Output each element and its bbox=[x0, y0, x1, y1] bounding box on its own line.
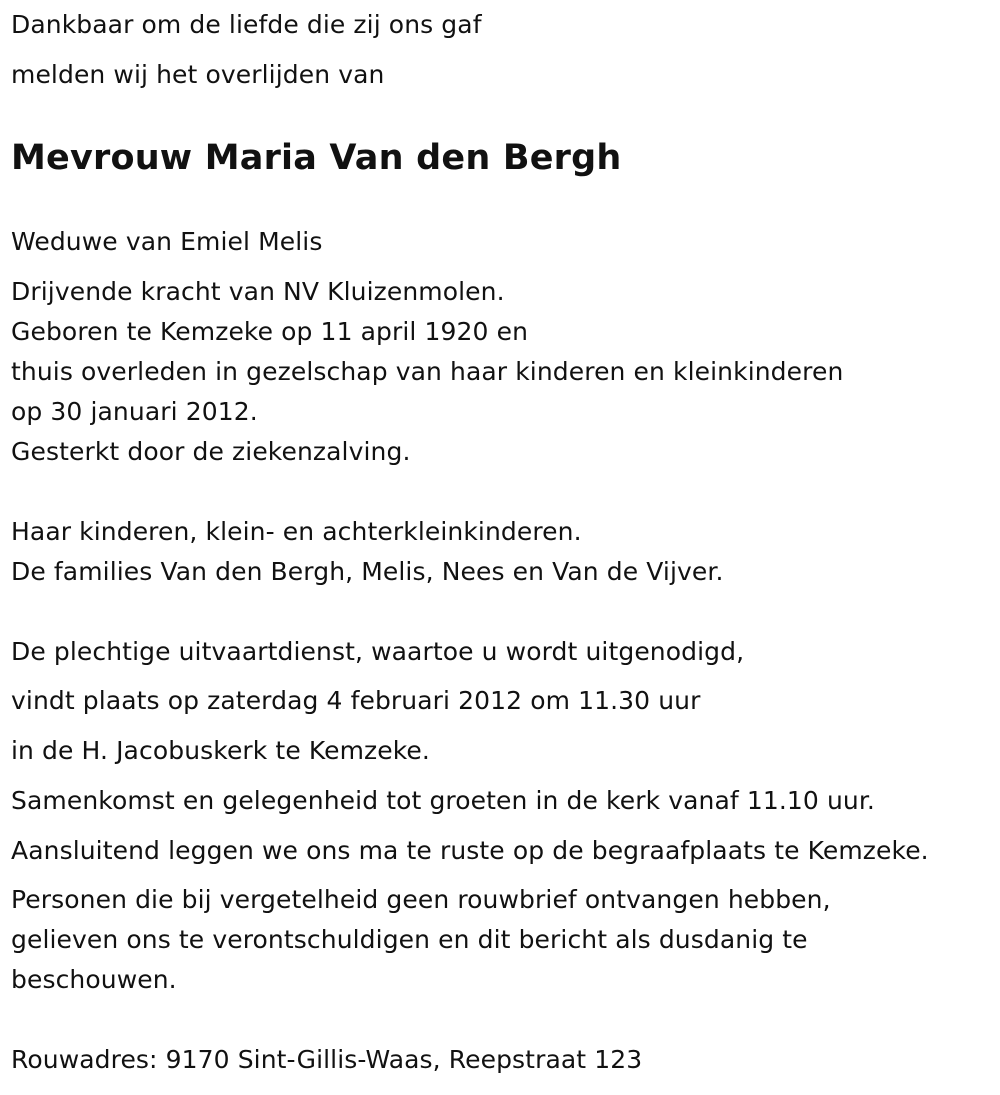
funeral-line-6: Personen die bij vergetelheid geen rouwbrief ontvangen hebben, bbox=[11, 885, 831, 914]
detail-line-3: thuis overleden in gezelschap van haar kinderen en kleinkinderen bbox=[11, 357, 844, 386]
funeral-line-5: Aansluitend leggen we ons ma te ruste op de begraafplaats te Kemzeke. bbox=[11, 836, 929, 865]
detail-line-1: Drijvende kracht van NV Kluizenmolen. bbox=[11, 277, 505, 306]
funeral-line-3: in de H. Jacobuskerk te Kemzeke. bbox=[11, 736, 430, 765]
funeral-line-1: De plechtige uitvaartdienst, waartoe u wordt uitgenodigd, bbox=[11, 637, 745, 666]
intro-line-1: Dankbaar om de liefde die zij ons gaf bbox=[11, 10, 482, 39]
detail-line-5: Gesterkt door de ziekenzalving. bbox=[11, 437, 411, 466]
funeral-line-4: Samenkomst en gelegenheid tot groeten in de kerk vanaf 11.10 uur. bbox=[11, 786, 875, 815]
detail-line-4: op 30 januari 2012. bbox=[11, 397, 258, 426]
intro-line-2: melden wij het overlijden van bbox=[11, 60, 385, 89]
widow-line: Weduwe van Emiel Melis bbox=[11, 227, 323, 256]
deceased-name: Mevrouw Maria Van den Bergh bbox=[11, 138, 622, 178]
mourning-address: Rouwadres: 9170 Sint-Gillis-Waas, Reepstraat 123 bbox=[11, 1045, 643, 1074]
family-line-1: Haar kinderen, klein- en achterkleinkinderen. bbox=[11, 517, 582, 546]
funeral-line-8: beschouwen. bbox=[11, 965, 177, 994]
detail-line-2: Geboren te Kemzeke op 11 april 1920 en bbox=[11, 317, 529, 346]
funeral-line-7: gelieven ons te verontschuldigen en dit bericht als dusdanig te bbox=[11, 925, 808, 954]
funeral-line-2: vindt plaats op zaterdag 4 februari 2012 om 11.30 uur bbox=[11, 686, 701, 715]
family-line-2: De families Van den Bergh, Melis, Nees en Van de Vijver. bbox=[11, 557, 724, 586]
